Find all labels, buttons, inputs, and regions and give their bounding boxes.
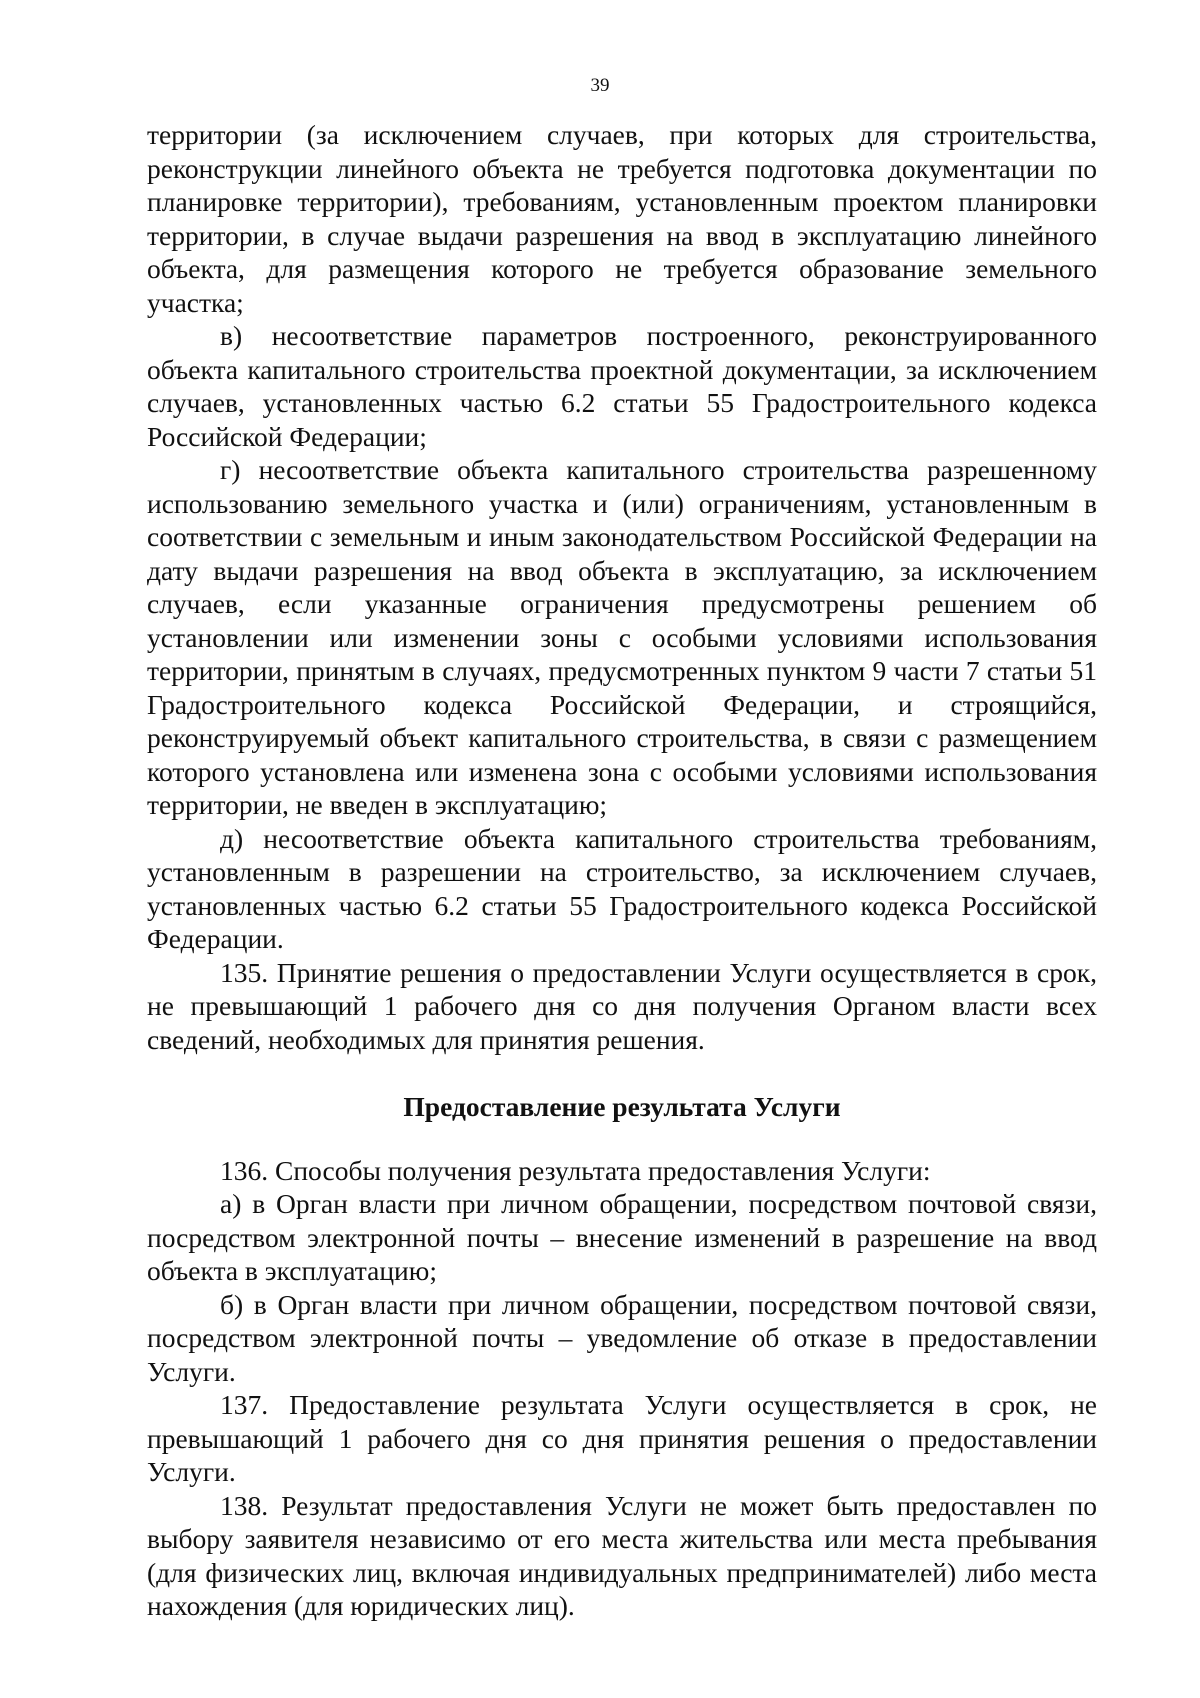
paragraph-item-v: в) несоответствие параметров построенного, реконструированного объекта капитального строительства проектной документации, за исключением случаев, установленных частью 6.2 статьи 55 Градостроительного кодекса Российской Федерации; [147, 320, 1097, 452]
document-body [147, 118, 1097, 1623]
paragraph-138: 138. Результат предоставления Услуги не может быть предоставлен по выбору заявителя независимо от его места жительства или места пребывания (для физических лиц, включая индивидуальных предпринимателей) либо места нахождения (для юридических лиц). [147, 1489, 1097, 1621]
paragraph-item-b: б) в Орган власти при личном обращении, посредством почтовой связи, посредством электронной почты – уведомление об отказе в предоставлении Услуги. [147, 1288, 1097, 1387]
page-number: 39 [590, 75, 610, 96]
paragraph-136: 136. Способы получения результата предоставления Услуги: [220, 1154, 931, 1186]
paragraph-territory-continuation: территории (за исключением случаев, при которых для строительства, реконструкции линейного объекта не требуется подготовка документации по планировке территории), требованиям, установленным проектом планировки территории, в случае выдачи разрешения на ввод в эксплуатацию линейного объекта, для размещения которого не требуется образование земельного участка; [147, 119, 1097, 318]
paragraph-135: 135. Принятие решения о предоставлении Услуги осуществляется в срок, не превышающий 1 рабочего дня со дня получения Органом власти всех сведений, необходимых для принятия решения. [147, 956, 1097, 1055]
paragraph-item-d: д) несоответствие объекта капитального строительства требованиям, установленным в разрешении на строительство, за исключением случаев, установленных частью 6.2 статьи 55 Градостроительного кодекса Российской Федерации. [147, 822, 1097, 954]
paragraph-item-a: а) в Орган власти при личном обращении, посредством почтовой связи, посредством электронной почты – внесение изменений в разрешение на ввод объекта в эксплуатацию; [147, 1188, 1097, 1286]
section-heading: Предоставление результата Услуги [403, 1091, 841, 1122]
paragraph-item-g: г) несоответствие объекта капитального строительства разрешенному использованию земельного участка и (или) ограничениям, установленным в соответствии с земельным и иным законодательством Российской Федерации на дату выдачи разрешения на ввод объекта в эксплуатацию, за исключением случаев, если указанные ограничения предусмотрены решением об установлении или изменении зоны с особыми условиями использования территории, принятым в случаях, предусмотренных пунктом 9 части 7 статьи 51 Градостроительного кодекса Российской Федерации, и строящийся, реконструируемый объект капитального строительства, в связи с размещением которого установлена или изменена зона с особыми условиями использования территории, не введен в эксплуатацию; [147, 454, 1097, 820]
paragraph-137: 137. Предоставление результата Услуги осуществляется в срок, не превышающий 1 рабочего дня со дня принятия решения о предоставлении Услуги. [147, 1389, 1097, 1487]
